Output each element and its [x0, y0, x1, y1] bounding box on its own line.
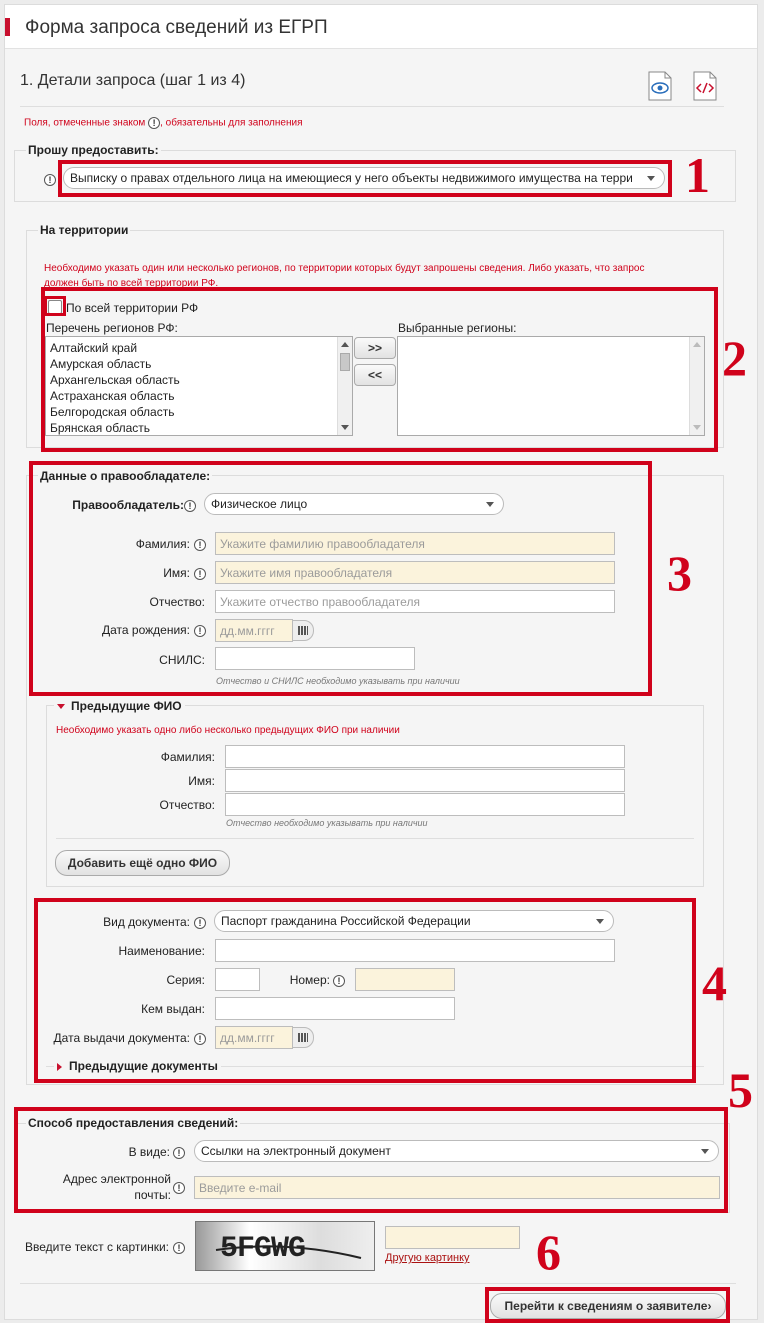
prev-names-toggle[interactable] — [54, 699, 185, 713]
required-icon: ! — [194, 1033, 206, 1045]
region-item[interactable]: Алтайский край — [50, 341, 138, 355]
source-code-icon[interactable] — [691, 70, 719, 102]
required-icon: ! — [173, 1242, 185, 1254]
holder-hint: Отчество и СНИЛС необходимо указывать при наличии — [216, 676, 460, 686]
required-note — [24, 117, 303, 129]
delivery-legend: Способ предоставления сведений: — [28, 1116, 239, 1130]
annotation-box-1 — [58, 160, 672, 197]
snils-label: СНИЛС: — [159, 653, 205, 667]
number-label: Номер: — [289, 973, 330, 987]
required-icon: ! — [173, 1182, 185, 1194]
required-icon: ! — [44, 174, 56, 186]
name-label: Имя: — [163, 566, 190, 580]
captcha-image-text: 5FGWG — [220, 1232, 306, 1266]
captcha-strike-icon — [196, 1222, 376, 1272]
captcha-label: Введите текст с картинки: — [24, 1240, 169, 1254]
territory-legend: На территории — [40, 223, 129, 237]
required-icon: ! — [173, 1147, 185, 1159]
prev-names-note: Необходимо указать одно либо несколько предыдущих ФИО при наличии — [56, 725, 400, 736]
prev-surname-label: Фамилия: — [160, 750, 215, 764]
captcha-input[interactable] — [385, 1226, 520, 1249]
prev-surname-input[interactable] — [225, 745, 625, 768]
annotation-number-3: 3 — [667, 545, 692, 601]
next-step-button[interactable]: Перейти к сведениям о заявителе› — [490, 1293, 726, 1319]
birth-date-label: Дата рождения: — [102, 623, 190, 637]
doc-type-value: Паспорт гражданина Российской Федерации — [221, 914, 471, 928]
prev-docs-label: Предыдущие документы — [69, 1059, 218, 1073]
annotation-number-2: 2 — [722, 330, 747, 386]
annotation-box-2 — [41, 287, 718, 452]
page-header — [5, 5, 757, 49]
all-territory-label: По всей территории РФ — [66, 301, 199, 315]
header-accent-bar — [5, 18, 10, 36]
holder-legend: Данные о правообладателе: — [40, 469, 211, 483]
required-icon: ! — [148, 117, 160, 129]
prev-names-legend: Предыдущие ФИО — [71, 699, 182, 713]
annotation-box-5 — [14, 1107, 728, 1213]
prev-patronymic-label: Отчество: — [159, 798, 215, 812]
patronymic-label: Отчество: — [149, 595, 205, 609]
region-item[interactable]: Брянская область — [50, 421, 150, 435]
divider — [56, 838, 694, 839]
add-region-button[interactable]: >> — [354, 337, 396, 359]
delivery-form-value: Ссылки на электронный документ — [201, 1144, 391, 1158]
annotation-number-4: 4 — [702, 955, 727, 1011]
divider — [20, 106, 724, 107]
required-icon: ! — [333, 975, 345, 987]
prev-patronymic-input[interactable] — [225, 793, 625, 816]
page-title: Форма запроса сведений из ЕГРП — [25, 17, 328, 38]
required-icon: ! — [194, 917, 206, 929]
doc-type-label: Вид документа: — [103, 915, 190, 929]
annotation-box-3 — [29, 461, 652, 696]
surname-label: Фамилия: — [135, 537, 190, 551]
expand-arrow-icon — [57, 704, 65, 709]
region-item[interactable]: Амурская область — [50, 357, 152, 371]
holder-type-value: Физическое лицо — [211, 497, 308, 511]
email-label-line2: почты: — [134, 1188, 171, 1202]
annotation-number-6: 6 — [536, 1224, 561, 1280]
annotation-box-checkbox — [44, 296, 66, 316]
region-item[interactable]: Белгородская область — [50, 405, 175, 419]
regions-list-label: Перечень регионов РФ: — [46, 321, 178, 335]
divider — [20, 1283, 736, 1284]
email-label-line1: Адрес электронной — [62, 1172, 171, 1186]
annotation-number-1: 1 — [685, 147, 710, 203]
issuer-label: Кем выдан: — [141, 1002, 205, 1016]
preview-icon[interactable] — [646, 70, 674, 102]
prev-name-input[interactable] — [225, 769, 625, 792]
annotation-number-5: 5 — [728, 1062, 753, 1118]
request-type-value: Выписку о правах отдельного лица на имеющиеся у него объекты недвижимого имущества на терри — [70, 171, 633, 185]
territory-note-line2: должен быть по всей территории РФ. — [44, 278, 219, 289]
required-icon: ! — [194, 539, 206, 551]
territory-note-line1: Необходимо указать один или несколько регионов, по территории которых будут запрошены сведения. Либо указать, что запрос — [44, 263, 645, 274]
prev-name-label: Имя: — [188, 774, 215, 788]
annotation-box-4 — [34, 898, 696, 1083]
prev-names-hint: Отчество необходимо указывать при наличии — [226, 818, 428, 828]
required-note-text-b: , обязательны для заполнения — [160, 117, 303, 129]
region-item[interactable]: Архангельская область — [50, 373, 180, 387]
holder-type-label: Правообладатель: — [72, 498, 184, 512]
series-label: Серия: — [166, 973, 205, 987]
region-item[interactable]: Астраханская область — [50, 389, 175, 403]
other-captcha-link[interactable]: Другую картинку — [385, 1252, 470, 1264]
annotation-box-6 — [485, 1287, 730, 1323]
issue-date-label: Дата выдачи документа: — [53, 1031, 190, 1045]
captcha-image — [195, 1221, 375, 1271]
required-icon: ! — [194, 568, 206, 580]
request-legend: Прошу предоставить: — [28, 143, 159, 157]
remove-region-button[interactable]: << — [354, 364, 396, 386]
required-note-text-a: Поля, отмеченные знаком — [24, 117, 146, 129]
add-prev-name-button[interactable]: Добавить ещё одно ФИО — [55, 850, 230, 876]
required-icon: ! — [184, 500, 196, 512]
doc-name-label: Наименование: — [118, 944, 205, 958]
selected-regions-label: Выбранные регионы: — [398, 321, 517, 335]
step-title: 1. Детали запроса (шаг 1 из 4) — [20, 72, 246, 89]
required-icon: ! — [194, 625, 206, 637]
delivery-form-label: В виде: — [128, 1145, 170, 1159]
